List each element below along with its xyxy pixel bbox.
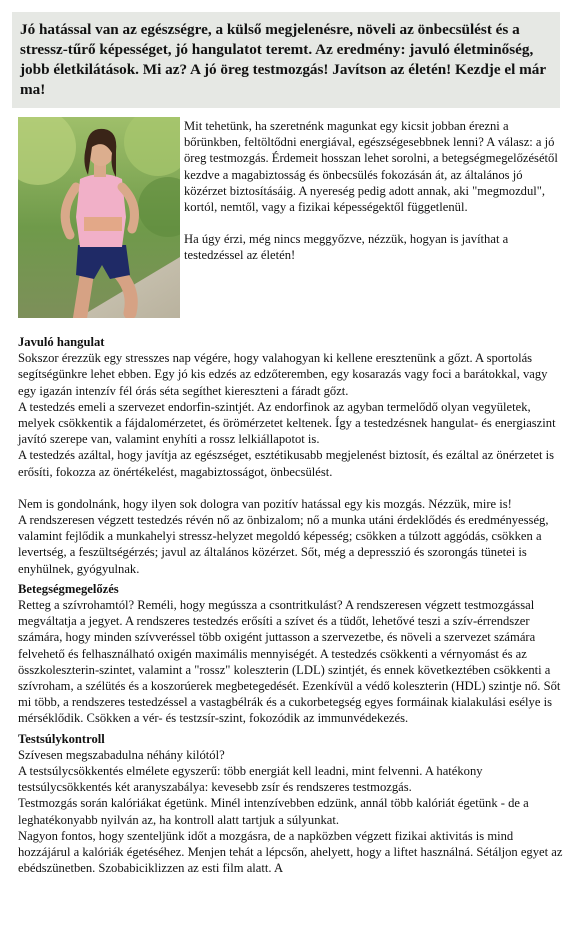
paragraph: A testsúlycsökkentés elmélete egyszerű: több energiát kell leadni, mint felvenni. A hatékony testsúlycsökkentés két aranyszabálya: kevesebb zsír és rendszeres testmozgás. xyxy=(18,764,483,795)
paragraph: Nagyon fontos, hogy szenteljünk időt a mozgásra, de a napközben végzett fizikai aktivitás is mind hozzájárul a kalóriák égetéséhez. Menjen tehát a lépcsőn, ahelyett, hogy a liftet használná. Sétáljon egyet az ebédszünetben. Szobabiciklizzen az esti film alatt. A xyxy=(18,828,563,876)
paragraph: A testedzés azáltal, hogy javítja az egészséget, esztétikusabb megjelenést biztosít, és ezáltal az önérzetet is erősíti, fokozza az önértékelést, magabiztosságot, önbecsülést. xyxy=(18,448,555,479)
intro-text xyxy=(184,118,562,280)
paragraph: Testmozgás során kalóriákat égetünk. Minél intenzívebben edzünk, annál több kalóriát égetünk - de a leghatékonyabb nyilván az, ha kontroll alatt tartjuk a súlyunkat. xyxy=(18,796,529,827)
paragraph: Szívesen megszabadulna néhány kilótól? xyxy=(18,747,225,762)
paragraph: Sokszor érezzük egy stresszes nap végére, hogy valahogyan ki kellene eresztenünk a gőzt. A sportolás segítségünkre lehet ebben. Egy jó kis edzés az edzőteremben, egy kosarazás vagy foci a barátokkal, vagy egy igazán intenzív fél órás séta segíthet kiereszteni a fáradt gőzt. xyxy=(18,351,548,398)
article-body xyxy=(18,334,566,877)
jogging-woman-image xyxy=(18,117,180,318)
intro-paragraph: Ha úgy érzi, még nincs meggyőzve, nézzük, hogyan is javíthat a testedzéssel az életén! xyxy=(184,232,509,263)
section-heading-mood: Javuló hangulat xyxy=(18,335,105,349)
jogging-woman-photo xyxy=(18,117,180,318)
section-heading-prevention: Betegségmegelőzés xyxy=(18,581,119,596)
lead-text: Jó hatással van az egészségre, a külső megjelenésre, növeli az önbecsülést és a stressz-tűrő képességet, jó hangulatot teremt. Az eredmény: javuló életminőség, jobb életkilátások. Mi az? A jó öreg testmozgás! Javítson az életén! Kezdje el már ma! xyxy=(20,21,546,98)
intro-paragraph: Mit tehetünk, ha szeretnénk magunkat egy kicsit jobban érezni a bőrünkben, feltöltődni energiával, egészségesebbnek lenni? A válasz: a jó öreg testmozgás. Érdemeit hosszan lehet sorolni, a betegségmegelőzésétől kezdve a magabiztosság és önbecsülés fokozásán át, az általános jó közérzet biztosításáig. A nyereség pedig adott annak, aki "megmozdul", kortól, nemtől, vagy a fizikai képességektől függetlenül. xyxy=(184,119,558,215)
paragraph: A rendszeresen végzett testedzés révén nő az önbizalom; nő a munka utáni érdeklődés és eredményesség, valamint fejlődik a munkahelyi stressz-helyzet megoldó képesség; csökken a túlzott aggódás, csökken a levertség, a feszültségérzés; javul az általános közérzet. Sőt, még a depresszió és szorongás tünetei is enyhülnek, gyógyulnak. xyxy=(18,513,549,576)
section-heading-weight: Testsúlykontroll xyxy=(18,731,105,746)
lead-summary-box xyxy=(12,12,560,108)
paragraph: A testedzés emeli a szervezet endorfin-szintjét. Az endorfinok az agyban termelődő olyan vegyületek, melyek csökkentik a fájdalomérzetet, és örömérzetet keltenek. Így a testedzésnek hangulat- és energiaszint javító szerepe van, valamint enyhíti a rossz lelkiállapotot is. xyxy=(18,399,556,447)
paragraph: Nem is gondolnánk, hogy ilyen sok dologra van pozitív hatással egy kis mozgás. Nézzük, mire is! xyxy=(18,496,512,511)
paragraph: Retteg a szívrohamtól? Reméli, hogy megússza a csontritkulást? A rendszeresen végzett testmozgással megváltatja a jegyet. A rendszeres testedzés erősíti a szívet és a tüdőt, lehetővé teszi a szív-érrendszer számára, hogy minden szívveréssel több oxigént juttasson a szervezetbe, és növeli a szervezet számára felvehető és felhasználható oxigén maximális mennyiségét. A testedzés csökkenti a vérnyomást és az összkoleszterin-szintet, valamint a "rossz" koleszterin (LDL) szintjét, és ennek következtében csökkenti a szívroham, a szélütés és a koszorúerek megbetegedését. Ezenkívül a védő koleszterin (HDL) szintje nő. Sőt mi több, a rendszeres testedzéssel a vastagbélrák és a cukorbetegség egyes formáinak kialakulási esélye is mérséklődik. Csökken a vér- és testzsír-szint, fokozódik az immunvédekezés. xyxy=(18,598,561,726)
spacer xyxy=(18,480,566,496)
